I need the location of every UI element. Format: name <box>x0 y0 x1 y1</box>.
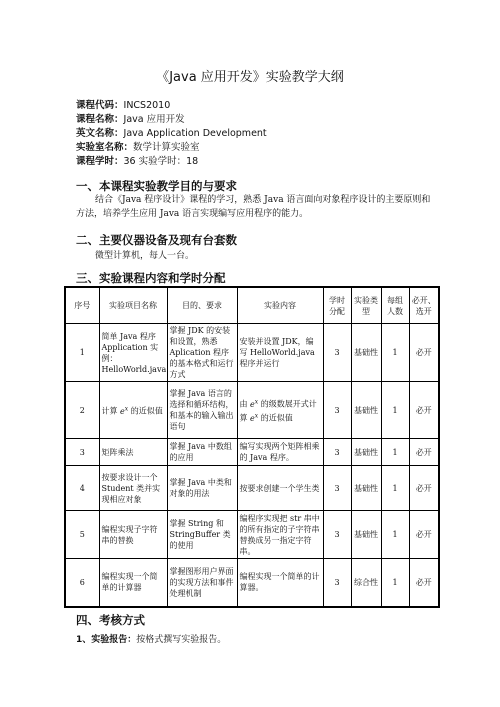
header-seq: 序号 <box>65 287 99 324</box>
section-1-text: 结合《Java 程序设计》课程的学习，熟悉 Java 语言面向对象程序设计的主要原则和方法，培养学生应用 Java 语言实现编写应用程序的能力。 <box>76 195 431 219</box>
cell-seq: 3 <box>65 439 99 466</box>
table-row <box>65 439 439 466</box>
section-heading-1: 一、本课程实验教学目的与要求 <box>76 179 237 193</box>
table-row <box>65 466 439 511</box>
cell-required: 必开 <box>409 511 439 559</box>
cell-required: 必开 <box>409 439 439 466</box>
meta-row-code: 课程代码：INCS2010 <box>76 100 171 111</box>
section-heading-4: 四、考核方式 <box>76 613 145 627</box>
meta-row-name: 课程名称：Java 应用开发 <box>76 114 185 125</box>
cell-seq: 1 <box>65 324 99 382</box>
header-name: 实验项目名称 <box>99 287 167 324</box>
header-type: 实验类型 <box>351 287 381 324</box>
cell-content: 由 $e^x$ 的级数展开式计算 $e^x$ 的近似值 <box>237 382 323 439</box>
cell-name: 矩阵乘法 <box>99 439 167 466</box>
header-hours: 学时分配 <box>323 287 351 324</box>
cell-purpose: 掌握图形用户界面的实现方法和事件处理机制 <box>167 559 237 607</box>
page-title: 《Java 应用开发》实验教学大纲 <box>156 70 344 85</box>
cell-type: 基础性 <box>351 439 381 466</box>
cell-name: 计算 $e^x$ 的近似值 <box>99 382 167 439</box>
cell-name: 编程实现一个简单的计算器 <box>99 559 167 607</box>
cell-required: 必开 <box>409 559 439 607</box>
meta-row-lab: 实验室名称：数学计算实验室 <box>76 142 200 153</box>
header-group-size: 每组人数 <box>381 287 409 324</box>
cell-hours: 3 <box>323 382 351 439</box>
experiment-table <box>64 286 440 608</box>
course-meta <box>76 99 267 169</box>
header-content: 实验内容 <box>237 287 323 324</box>
cell-required: 必开 <box>409 466 439 511</box>
math-exponent: $e^x$ <box>250 398 259 409</box>
table-row <box>65 559 439 607</box>
section-2-text: 微型计算机，每人一台。 <box>95 251 195 261</box>
cell-type: 基础性 <box>351 511 381 559</box>
cell-seq: 2 <box>65 382 99 439</box>
cell-type: 基础性 <box>351 466 381 511</box>
cell-hours: 3 <box>323 559 351 607</box>
cell-name: 简单 Java 程序 Application 实例：HelloWorld.java <box>99 324 167 382</box>
cell-purpose: 掌握 Java 中数组的应用 <box>167 439 237 466</box>
cell-content: 安装并设置 JDK，编写 HelloWorld.java 程序并运行 <box>237 324 323 382</box>
assessment-item: 1、实验报告：按格式撰写实验报告。 <box>76 635 227 645</box>
cell-required: 必开 <box>409 324 439 382</box>
cell-group-size: 1 <box>381 466 409 511</box>
cell-type: 基础性 <box>351 324 381 382</box>
cell-purpose: 掌握 Java 中类和对象的用法 <box>167 466 237 511</box>
cell-purpose: 掌握 String 和 StringBuffer 类的使用 <box>167 511 237 559</box>
cell-content: 编程实现一个简单的计算器。 <box>237 559 323 607</box>
cell-hours: 3 <box>323 439 351 466</box>
math-exponent: $e^x$ <box>120 405 129 416</box>
meta-row-hours: 课程学时：36 实验学时：18 <box>76 156 199 167</box>
cell-type: 基础性 <box>351 382 381 439</box>
cell-purpose: 掌握 Java 语言的选择和循环结构，和基本的输入输出语句 <box>167 382 237 439</box>
math-exponent: $e^x$ <box>250 412 259 423</box>
table-row <box>65 382 439 439</box>
cell-hours: 3 <box>323 511 351 559</box>
header-purpose: 目的、要求 <box>167 287 237 324</box>
cell-group-size: 1 <box>381 324 409 382</box>
cell-purpose: 掌握 JDK 的安装和设置，熟悉 Aplication 程序的基本格式和运行方式 <box>167 324 237 382</box>
cell-content: 按要求创建一个学生类 <box>237 466 323 511</box>
cell-content: 编写实现两个矩阵相乘的 Java 程序。 <box>237 439 323 466</box>
table-row <box>65 324 439 382</box>
cell-name: 按要求设计一个 Student 类并实现相应对象 <box>99 466 167 511</box>
cell-name: 编程实现子字符串的替换 <box>99 511 167 559</box>
cell-content: 编程序实现把 str 串中的所有指定的子字符串替换成另一指定字符串。 <box>237 511 323 559</box>
section-heading-2: 二、主要仪器设备及现有台套数 <box>76 233 237 247</box>
table-row <box>65 511 439 559</box>
cell-group-size: 1 <box>381 382 409 439</box>
cell-group-size: 1 <box>381 559 409 607</box>
cell-group-size: 1 <box>381 439 409 466</box>
cell-hours: 3 <box>323 466 351 511</box>
cell-required: 必开 <box>409 382 439 439</box>
table-header-row <box>65 287 439 324</box>
cell-hours: 3 <box>323 324 351 382</box>
cell-type: 综合性 <box>351 559 381 607</box>
section-heading-3: 三、实验课程内容和学时分配 <box>76 271 226 285</box>
header-required: 必开、选开 <box>409 287 439 324</box>
meta-row-english-name: 英文名称：Java Application Development <box>76 128 267 139</box>
cell-group-size: 1 <box>381 511 409 559</box>
cell-seq: 4 <box>65 466 99 511</box>
cell-seq: 6 <box>65 559 99 607</box>
cell-seq: 5 <box>65 511 99 559</box>
